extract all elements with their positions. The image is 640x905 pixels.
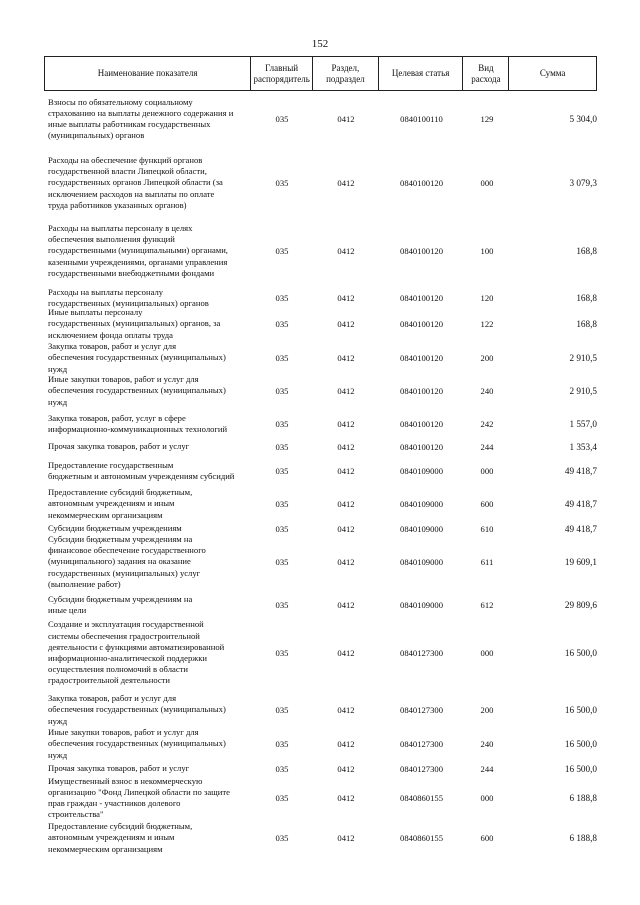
row-name: Прочая закупка товаров, работ и услуг <box>48 762 190 773</box>
row-manager: 035 <box>275 419 289 429</box>
row-manager: 035 <box>275 833 289 843</box>
row-target: 0840860155 <box>400 833 443 843</box>
row-type: 240 <box>480 739 494 749</box>
row-name: Иные закупки товаров, работ и услуг для обеспечения государственных (муниципальных) нужд <box>48 727 226 760</box>
row-type: 000 <box>480 178 494 188</box>
table-row <box>44 459 597 483</box>
row-section: 0412 <box>337 600 355 610</box>
row-target: 0840100120 <box>400 386 443 396</box>
row-type: 000 <box>480 793 494 803</box>
table-row <box>44 762 597 775</box>
row-type: 600 <box>480 833 494 843</box>
row-section: 0412 <box>337 466 355 476</box>
row-type: 242 <box>480 419 494 429</box>
row-target: 0840127300 <box>400 705 443 715</box>
row-sum: 16 500,0 <box>564 739 597 749</box>
row-name: Взносы по обязательному социальному страхованию на выплаты денежного содержания и иные выплаты работникам государственных (муниципальных) органов <box>48 96 234 141</box>
row-name: Закупка товаров, работ и услуг для обеспечения государственных (муниципальных) нужд <box>48 341 226 374</box>
header-target: Целевая статья <box>379 57 464 90</box>
row-section: 0412 <box>337 763 355 774</box>
row-manager: 035 <box>275 114 289 124</box>
row-target: 0840100120 <box>400 246 443 256</box>
page-number: 152 <box>311 38 329 50</box>
row-sum: 168,8 <box>576 246 597 256</box>
row-type: 611 <box>480 557 494 567</box>
row-name: Создание и эксплуатация государственной системы обеспечения градостроительной деятельности с функциями автоматизированной информационно-аналитической поддержки осуществления полномочий в области градостроительной деятельности <box>48 619 225 686</box>
table-row <box>44 821 597 855</box>
row-sum: 49 418,7 <box>564 499 597 509</box>
table-row <box>44 154 597 212</box>
row-target: 0840100120 <box>400 178 443 188</box>
table-row <box>44 593 597 617</box>
row-manager: 035 <box>275 293 289 303</box>
table-row <box>44 619 597 687</box>
row-type: 100 <box>480 246 494 256</box>
row-sum: 3 079,3 <box>569 178 597 188</box>
row-sum: 49 418,7 <box>564 523 597 534</box>
header-manager: Главный распорядитель <box>251 57 313 90</box>
row-name: Предоставление государственным бюджетным и автономным учреждениям субсидий <box>48 459 235 481</box>
row-sum: 1 353,4 <box>569 442 597 452</box>
header-section: Раздел, подраздел <box>313 57 379 90</box>
row-sum: 168,8 <box>576 293 597 303</box>
row-manager: 035 <box>275 648 289 658</box>
row-section: 0412 <box>337 499 355 509</box>
table-row <box>44 222 597 280</box>
row-target: 0840109000 <box>400 466 443 476</box>
table-row <box>44 534 597 590</box>
row-name: Закупка товаров, работ, услуг в сфере информационно-коммуникационных технологий <box>48 412 228 434</box>
row-target: 0840100120 <box>400 419 443 429</box>
row-target: 0840109000 <box>400 523 443 534</box>
row-type: 240 <box>480 386 494 396</box>
row-sum: 2 910,5 <box>569 353 597 363</box>
row-target: 0840127300 <box>400 739 443 749</box>
row-name: Имущественный взнос в некоммерческую организацию "Фонд Липецкой области по защите прав граждан - участников долевого строительства" <box>48 775 230 820</box>
table-row <box>44 775 597 821</box>
row-target: 0840100120 <box>400 442 443 452</box>
row-manager: 035 <box>275 600 289 610</box>
row-target: 0840109000 <box>400 557 443 567</box>
row-sum: 16 500,0 <box>564 763 597 774</box>
row-name: Субсидии бюджетным учреждениям на финансовое обеспечение государственного (муниципального) задания на оказание государственных (муниципальных) услуг (выполнение работ) <box>48 534 206 589</box>
row-manager: 035 <box>275 466 289 476</box>
row-target: 0840109000 <box>400 499 443 509</box>
row-type: 244 <box>480 442 494 452</box>
row-target: 0840127300 <box>400 763 443 774</box>
row-section: 0412 <box>337 739 355 749</box>
row-manager: 035 <box>275 793 289 803</box>
row-sum: 19 609,1 <box>564 557 597 567</box>
row-manager: 035 <box>275 739 289 749</box>
row-section: 0412 <box>337 419 355 429</box>
row-type: 122 <box>480 319 494 329</box>
row-section: 0412 <box>337 246 355 256</box>
table-row <box>44 693 597 727</box>
row-manager: 035 <box>275 246 289 256</box>
table-row <box>44 412 597 436</box>
row-sum: 2 910,5 <box>569 386 597 396</box>
row-section: 0412 <box>337 114 355 124</box>
row-type: 000 <box>480 466 494 476</box>
row-name: Иные выплаты персоналу государственных (муниципальных) органов, за исключением фонда оплаты труда <box>48 307 221 340</box>
row-section: 0412 <box>337 319 355 329</box>
header-name: Наименование показателя <box>45 57 251 90</box>
row-type: 120 <box>480 293 494 303</box>
row-sum: 6 188,8 <box>569 793 597 803</box>
row-type: 612 <box>480 600 494 610</box>
row-name: Расходы на обеспечение функций органов государственной власти Липецкой области, государственных органов Липецкой области (за исключением расходов на выплаты по оплате труда работников указанных органов) <box>48 154 223 210</box>
row-target: 0840109000 <box>400 600 443 610</box>
row-target: 0840100110 <box>400 114 443 124</box>
row-name: Закупка товаров, работ и услуг для обеспечения государственных (муниципальных) нужд <box>48 693 226 726</box>
row-name: Расходы на выплаты персоналу в целях обеспечения выполнения функций государственными (муниципальными) органами, казенными учреждениями, органами управления государственными внебюджетными фондами <box>48 222 228 278</box>
row-section: 0412 <box>337 293 355 303</box>
row-target: 0840100120 <box>400 353 443 363</box>
row-sum: 16 500,0 <box>564 705 597 715</box>
row-sum: 6 188,8 <box>569 833 597 843</box>
row-manager: 035 <box>275 178 289 188</box>
row-section: 0412 <box>337 353 355 363</box>
row-target: 0840127300 <box>400 648 443 658</box>
row-section: 0412 <box>337 833 355 843</box>
table-row <box>44 306 597 342</box>
table-header <box>44 56 597 91</box>
row-name: Прочая закупка товаров, работ и услуг <box>48 441 190 452</box>
row-type: 200 <box>480 353 494 363</box>
table-row <box>44 487 597 521</box>
row-manager: 035 <box>275 705 289 715</box>
row-manager: 035 <box>275 319 289 329</box>
row-section: 0412 <box>337 442 355 452</box>
row-sum: 29 809,6 <box>564 600 597 610</box>
row-target: 0840860155 <box>400 793 443 803</box>
row-name: Субсидии бюджетным учреждениям <box>48 522 182 533</box>
row-manager: 035 <box>275 386 289 396</box>
row-type: 610 <box>480 523 494 534</box>
row-sum: 16 500,0 <box>564 648 597 658</box>
row-target: 0840100120 <box>400 319 443 329</box>
row-manager: 035 <box>275 499 289 509</box>
row-name: Предоставление субсидий бюджетным, автономным учреждениям и иным некоммерческим организациям <box>48 487 193 520</box>
header-type: Вид расхода <box>463 57 509 90</box>
row-section: 0412 <box>337 648 355 658</box>
row-manager: 035 <box>275 442 289 452</box>
row-type: 200 <box>480 705 494 715</box>
row-section: 0412 <box>337 705 355 715</box>
row-name: Иные закупки товаров, работ и услуг для обеспечения государственных (муниципальных) нужд <box>48 374 226 407</box>
row-manager: 035 <box>275 557 289 567</box>
row-type: 244 <box>480 763 494 774</box>
table-row <box>44 341 597 375</box>
row-section: 0412 <box>337 793 355 803</box>
row-section: 0412 <box>337 178 355 188</box>
row-name: Предоставление субсидий бюджетным, автономным учреждениям и иным некоммерческим организациям <box>48 821 193 854</box>
row-name: Субсидии бюджетным учреждениям на иные цели <box>48 593 193 615</box>
row-sum: 5 304,0 <box>569 114 597 124</box>
row-section: 0412 <box>337 557 355 567</box>
row-sum: 168,8 <box>576 319 597 329</box>
table-row <box>44 96 597 142</box>
row-type: 600 <box>480 499 494 509</box>
row-sum: 1 557,0 <box>569 419 597 429</box>
row-manager: 035 <box>275 353 289 363</box>
row-type: 129 <box>480 114 494 124</box>
row-section: 0412 <box>337 523 355 534</box>
row-manager: 035 <box>275 523 289 534</box>
row-manager: 035 <box>275 763 289 774</box>
row-target: 0840100120 <box>400 293 443 303</box>
table-row <box>44 374 597 408</box>
row-sum: 49 418,7 <box>564 466 597 476</box>
header-sum: Сумма <box>539 68 566 78</box>
table-row <box>44 440 597 454</box>
table-row <box>44 727 597 761</box>
row-type: 000 <box>480 648 494 658</box>
row-name: Расходы на выплаты персоналу государственных (муниципальных) органов <box>48 286 209 308</box>
row-section: 0412 <box>337 386 355 396</box>
